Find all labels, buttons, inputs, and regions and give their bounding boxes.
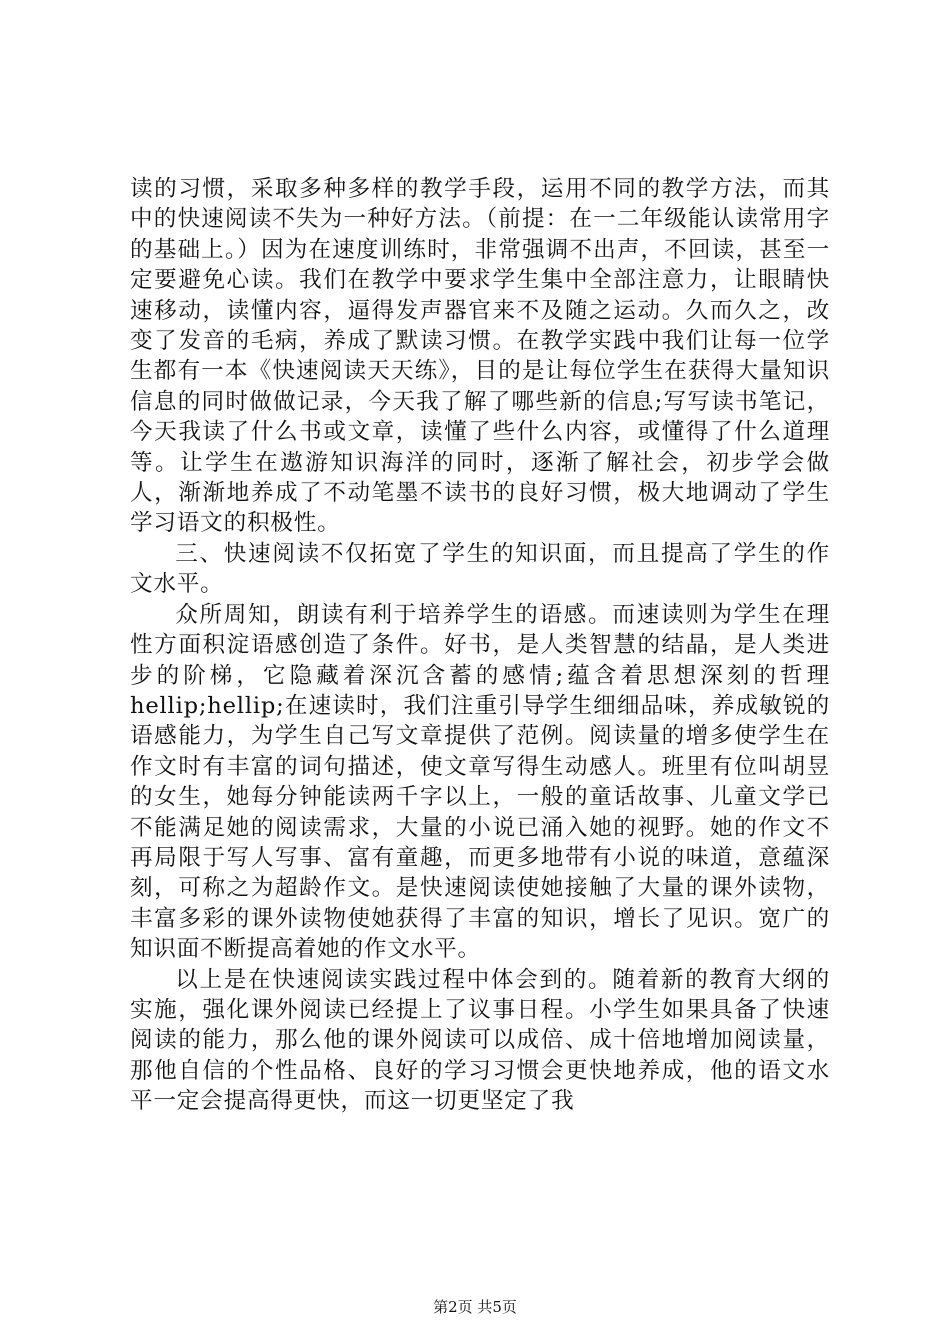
paragraph-language-sense: 众所周知，朗读有利于培养学生的语感。而速读则为学生在理性方面积淀语感创造了条件。好书，是人类智慧的结晶，是人类进步的阶梯，它隐藏着深沉含蓄的感情;蕴含着思想深刻的哲理hellip;hellip;在速读时，我们注重引导学生细细品味，养成敏锐的语感能力，为学生自己写文章提供了范例。阅读量的增多使学生在作文时有丰富的词句描述，使文章写得生动感人。班里有位叫胡昱的女生，她每分钟能读两千字以上，一般的童话故事、儿童文学已不能满足她的阅读需求，大量的小说已涌入她的视野。她的作文不再局限于写人写事、富有童趣，而更多地带有小说的味道，意蕴深刻，可称之为超龄作文。是快速阅读使她接触了大量的课外读物，丰富多彩的课外读物使她获得了丰富的知识，增长了见识。宽广的知识面不断提高着她的作文水平。 bbox=[130, 601, 830, 963]
paragraph-conclusion: 以上是在快速阅读实践过程中体会到的。随着新的教育大纲的实施，强化课外阅读已经提上了议事日程。小学生如果具备了快速阅读的能力，那么他的课外阅读可以成倍、成十倍地增加阅读量，那他自信的个性品格、良好的学习习惯会更快地养成，他的语文水平一定会提高得更快，而这一切更坚定了我 bbox=[130, 966, 830, 1115]
section-heading-three: 三、快速阅读不仅拓宽了学生的知识面，而且提高了学生的作文水平。 bbox=[130, 540, 830, 598]
document-body bbox=[130, 174, 830, 1117]
page-number-footer: 第2页 共5页 bbox=[433, 1298, 517, 1316]
paragraph-reading-habits: 读的习惯，采取多种多样的教学手段，运用不同的教学方法，而其中的快速阅读不失为一种好方法。（前提：在一二年级能认读常用字的基础上。）因为在速度训练时，非常强调不出声，不回读，甚至一定要避免心读。我们在教学中要求学生集中全部注意力，让眼睛快速移动，读懂内容，逼得发声器官来不及随之运动。久而久之，改变了发音的毛病，养成了默读习惯。在教学实践中我们让每一位学生都有一本《快速阅读天天练》，目的是让每位学生在获得大量知识信息的同时做做记录，今天我了解了哪些新的信息;写写读书笔记，今天我读了什么书或文章，读懂了些什么内容，或懂得了什么道理等。让学生在遨游知识海洋的同时，逐渐了解社会，初步学会做人，渐渐地养成了不动笔墨不读书的良好习惯，极大地调动了学生学习语文的积极性。 bbox=[130, 176, 830, 537]
